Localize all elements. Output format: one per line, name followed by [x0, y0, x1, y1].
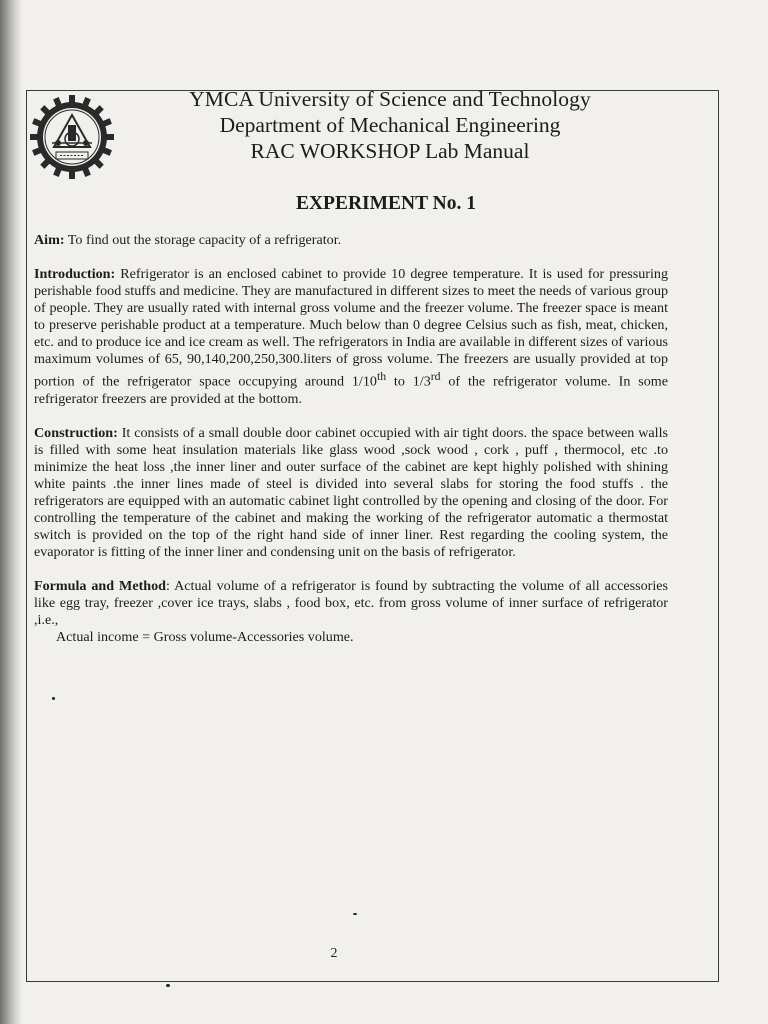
introduction-heading: Introduction:: [34, 266, 116, 282]
letterhead: [0, 0, 768, 170]
introduction-text: Refrigerator is an enclosed cabinet to provide 10 degree temperature. It is used for pressuring perishable food stuffs and medicine. They are manufactured in different sizes to meet the needs of various group of people. They are usually rated with internal gross volume and the freezer volume. The freezer space is meant to preserve perishable product at a temperature. Much below than 0 degree Celsius such as fish, meat, chicken, etc. and to produce ice and ice cream as well. The refrigerators in India are available in different sizes of various maximum volumes of 65, 90,140,200,250,300.liters of gross volume. The freezers are usually provided at top portion of the refrigerator space occupying around 1/10: [34, 266, 669, 390]
aim-heading: Aim:: [34, 232, 65, 248]
experiment-body: [34, 232, 668, 646]
introduction-superscript-th: th: [376, 370, 387, 383]
page-number: 2: [330, 946, 338, 961]
construction-heading: Construction:: [34, 424, 118, 441]
introduction-text-end: of the refrigerator volume. In some refrigerator freezers are provided at the bottom.: [34, 373, 669, 407]
formula-text: : Actual volume of a refrigerator is found by subtracting the volume of all accessories like egg tray, freezer ,cover ice trays, slabs , food box, etc. from gross volume of inner surface of refrigerator ,i.e.,: [34, 577, 668, 628]
formula-paragraph: [34, 578, 668, 629]
aim-paragraph: [34, 232, 668, 249]
formula-equation: Actual income = Gross volume-Accessories volume.: [56, 628, 354, 645]
ink-speck: [52, 697, 55, 700]
formula-heading: Formula and Method: [34, 577, 167, 594]
letterhead-titles: [140, 86, 640, 164]
university-name: YMCA University of Science and Technology: [189, 87, 591, 111]
ink-speck: [166, 984, 170, 987]
university-seal-icon: [26, 94, 124, 180]
introduction-superscript-rd: rd: [430, 370, 441, 383]
introduction-paragraph: [34, 266, 668, 408]
department-name: Department of Mechanical Engineering: [219, 113, 561, 137]
construction-text: It consists of a small double door cabinet occupied with air tight doors. the space between walls is filled with some heat insulation materials like glass wood ,sock wood , cork , puff , thermocol, etc .to minimize the heat loss ,the inner liner and outer surface of the cabinet are kept highly polished with shining white paints .the inner lines made of steel is divided into several slabs for storing the food stuffs . the refrigerators are equipped with an automatic cabinet light controlled by the opening and closing of the door. For controlling the temperature of the cabinet and making the working of the refrigerator automatic a thermostat switch is provided on the top of the right hand side of inner liner. Rest regarding the cooling system, the evaporator is fitting of the inner liner and condensing unit on the basis of refrigerator.: [34, 424, 668, 560]
ink-speck: [353, 913, 357, 915]
experiment-title: EXPERIMENT No. 1: [295, 193, 477, 214]
manual-title: RAC WORKSHOP Lab Manual: [250, 139, 530, 163]
construction-paragraph: [34, 425, 668, 561]
introduction-text-middle: to 1/3: [386, 373, 431, 390]
aim-text: To find out the storage capacity of a refrigerator.: [64, 232, 342, 248]
